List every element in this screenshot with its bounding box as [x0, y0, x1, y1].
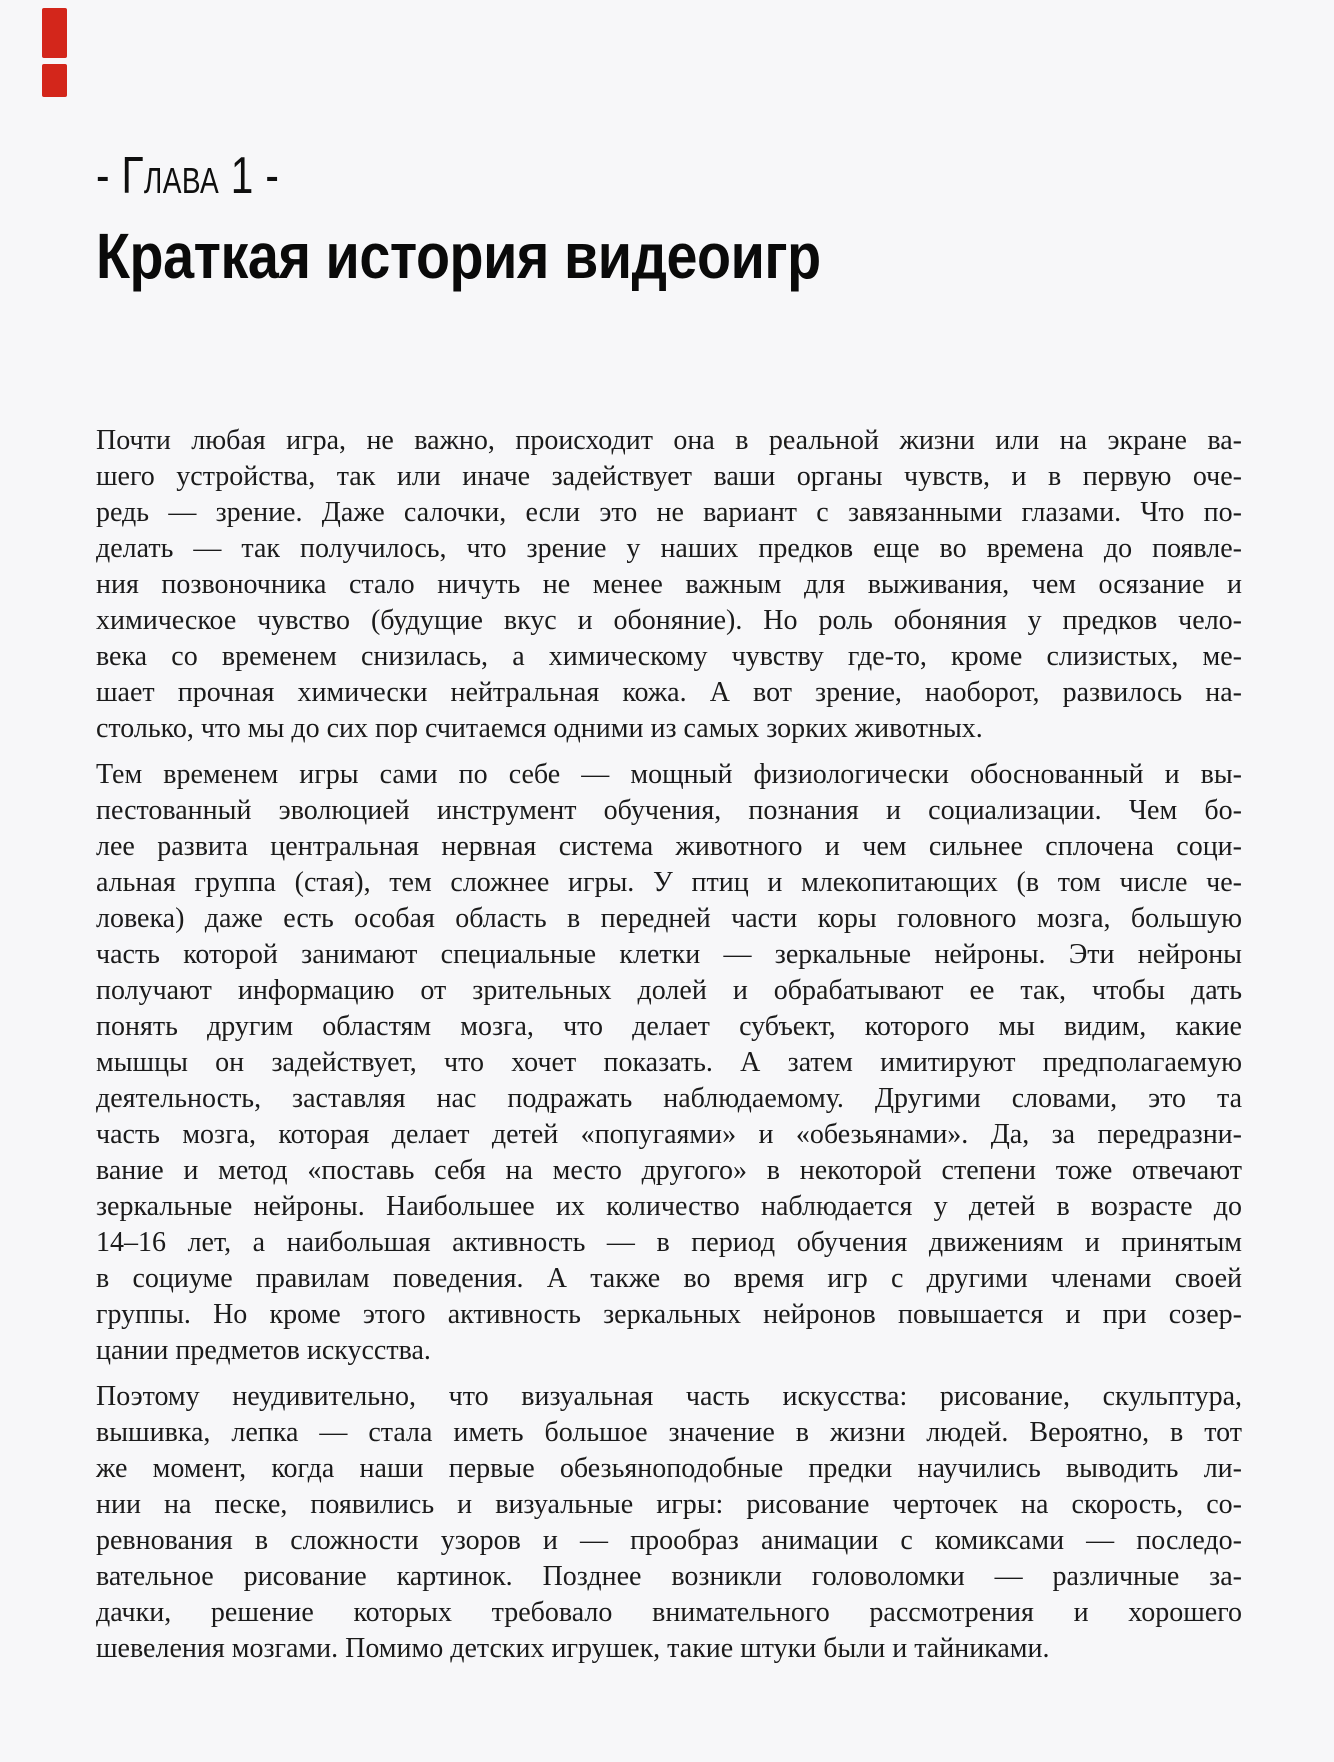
red-stamp [42, 8, 67, 97]
text-line: шевеления мозгами. Помимо детских игрушек, такие штуки были и тайниками. [96, 1633, 1050, 1664]
text-line: же момент, когда наши первые обезьяноподобные предки научились выводить ли- [96, 1453, 1242, 1484]
paragraph [96, 757, 1242, 1369]
text-line: нии на песке, появились и визуальные игры: рисование черточек на скорость, со- [96, 1489, 1242, 1520]
text-line: ловека) даже есть особая область в передней части коры головного мозга, большую [96, 903, 1242, 934]
text-line: деятельность, заставляя нас подражать наблюдаемому. Другими словами, это та [96, 1083, 1242, 1114]
text-line: цании предметов искусства. [96, 1335, 431, 1366]
text-line: часть которой занимают специальные клетки — зеркальные нейроны. Эти нейроны [96, 939, 1242, 970]
text-line: мышцы он задействует, что хочет показать. А затем имитируют предполагаемую [96, 1047, 1242, 1078]
text-line: шего устройства, так или иначе задействует ваши органы чувств, и в первую оче- [96, 461, 1242, 492]
text-line: Почти любая игра, не важно, происходит она в реальной жизни или на экране ва- [96, 425, 1242, 456]
text-line: альная группа (стая), тем сложнее игры. У птиц и млекопитающих (в том числе че- [96, 867, 1242, 898]
text-line: в социуме правилам поведения. А также во время игр с другими членами своей [96, 1263, 1242, 1294]
chapter-label: - Глава 1 - [96, 147, 280, 205]
text-line: шает прочная химически нейтральная кожа. А вот зрение, наоборот, развилось на- [96, 677, 1242, 708]
text-line: вательное рисование картинок. Позднее возникли головоломки — различные за- [96, 1561, 1242, 1592]
text-line: дачки, решение которых требовало внимательного рассмотрения и хорошего [96, 1597, 1242, 1628]
text-line: пестованный эволюцией инструмент обучения, познания и социализации. Чем бо- [96, 795, 1242, 826]
text-line: века со временем снизилась, а химическому чувству где-то, кроме слизистых, ме- [96, 641, 1242, 672]
body-text [96, 423, 1242, 1677]
red-stamp-mark-bottom [42, 64, 67, 97]
text-line: ния позвоночника стало ничуть не менее важным для выживания, чем осязание и [96, 569, 1242, 600]
text-line: вание и метод «поставь себя на место другого» в некоторой степени тоже отвечают [96, 1155, 1242, 1186]
text-line: редь — зрение. Даже салочки, если это не вариант с завязанными глазами. Что по- [96, 497, 1242, 528]
red-stamp-mark-top [42, 8, 67, 58]
text-line: Поэтому неудивительно, что визуальная часть искусства: рисование, скульптура, [96, 1381, 1242, 1412]
page-title: Краткая история видеоигр [96, 220, 821, 292]
paragraph [96, 1379, 1242, 1667]
text-line: ревнования в сложности узоров и — прообраз анимации с комиксами — последо- [96, 1525, 1242, 1556]
text-line: вышивка, лепка — стала иметь большое значение в жизни людей. Вероятно, в тот [96, 1417, 1242, 1448]
paragraph [96, 423, 1242, 747]
text-line: понять другим областям мозга, что делает субъект, которого мы видим, какие [96, 1011, 1242, 1042]
text-line: делать — так получилось, что зрение у наших предков еще во времена до появле- [96, 533, 1242, 564]
text-line: Тем временем игры сами по себе — мощный физиологически обоснованный и вы- [96, 759, 1242, 790]
text-line: химическое чувство (будущие вкус и обоняние). Но роль обоняния у предков чело- [96, 605, 1242, 636]
text-line: зеркальные нейроны. Наибольшее их количество наблюдается у детей в возрасте до [96, 1191, 1242, 1222]
text-line: получают информацию от зрительных долей и обрабатывают ее так, чтобы дать [96, 975, 1242, 1006]
text-line: часть мозга, которая делает детей «попугаями» и «обезьянами». Да, за передразни- [96, 1119, 1242, 1150]
text-line: группы. Но кроме этого активность зеркальных нейронов повышается и при созер- [96, 1299, 1242, 1330]
text-line: 14–16 лет, а наибольшая активность — в период обучения движениям и принятым [96, 1227, 1242, 1258]
text-line: лее развита центральная нервная система животного и чем сильнее сплочена соци- [96, 831, 1242, 862]
text-line: столько, что мы до сих пор считаемся одними из самых зорких животных. [96, 713, 983, 744]
